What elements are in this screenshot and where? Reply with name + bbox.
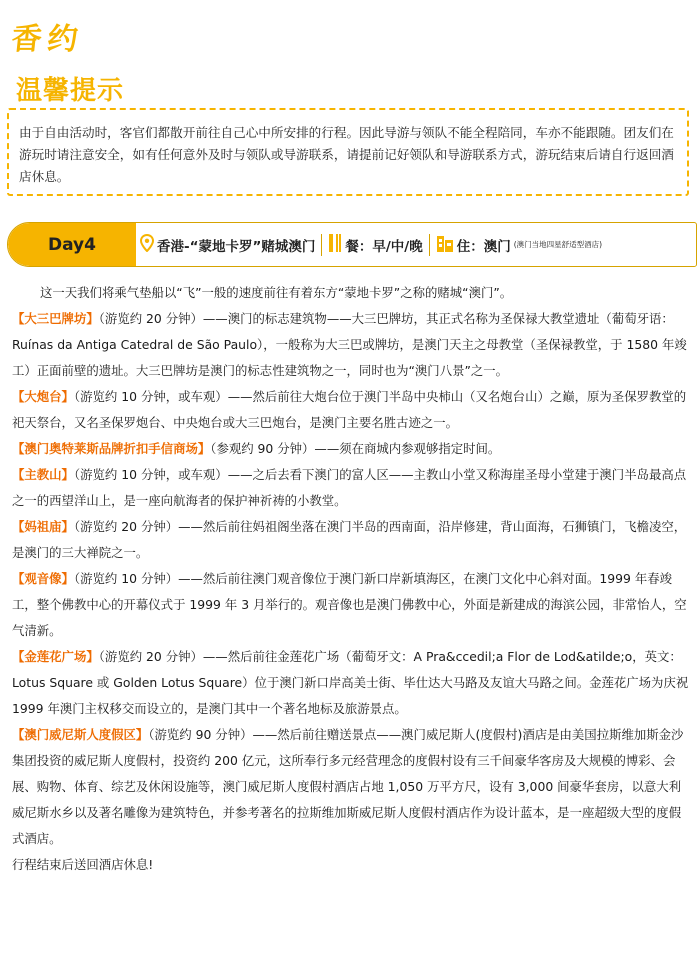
attraction-item (12, 644, 690, 722)
closing-note: 行程结束后送回酒店休息! (12, 857, 154, 872)
attraction-item (12, 722, 690, 852)
attraction-desc: （游览约 20 分钟）——然后前往金莲花广场（葡萄牙文：A Pra&ccedil;a Flor de Lod&atilde;o，英文：Lotus Square 或 Golden Lotus Square）位于澳门新口岸高美士街、毕仕达大马路及友谊大马路之间。金莲花广场为庆祝 1999 年澳门主权移交而设立的，是澳门其中一个著名地标及旅游景点。 (12, 649, 689, 716)
attraction-item (12, 566, 690, 644)
itinerary-content (12, 280, 690, 878)
attraction-item (12, 384, 690, 436)
attraction-desc: （游览约 90 分钟）——然后前往赠送景点——澳门威尼斯人(度假村)酒店是由美国拉斯维加斯金沙集团投资的威尼斯人度假村，投资约 200 亿元，这所奉行多元经营理念的度假村设有三千间豪华客房及大规模的博彩、会展、购物、体育、综艺及休闲设施等，澳门威尼斯人度假村酒店占地 1,050 万平方尺，设有 3,000 间豪华套房，以意大利威尼斯水乡以及著名雕像为建筑特色，并参考著名的拉斯维加斯威尼斯人度假村酒店作为设计蓝本，是一座超级大型的度假式酒店。 (12, 727, 684, 846)
intro-paragraph: 这一天我们将乘气垫船以“飞”一般的速度前往有着东方“蒙地卡罗”之称的赌城“澳门”。 (40, 285, 513, 300)
attraction-desc: （游览约 20 分钟）——澳门的标志建筑物——大三巴牌坊，其正式名称为圣保禄大教堂遗址（葡萄牙语：Ruínas da Antiga Catedral de São Paulo），一般称为大三巴或牌坊，是澳门天主之母教堂（圣保禄教堂，于 1580 年竣工）正面前壁的遗址。大三巴牌坊是澳门的标志性建筑物之一，同时也为“澳门八景”之一。 (12, 311, 687, 378)
day-label: Day4 (8, 223, 136, 266)
attraction-desc: （参观约 90 分钟）——须在商城内参观够指定时间。 (210, 441, 501, 456)
attraction-name: 【观音像】 (12, 571, 74, 586)
location-pin-icon (140, 234, 154, 256)
stay-note: (澳门当地四星舒适型酒店) (513, 240, 603, 249)
attraction-item (12, 306, 690, 384)
brand-logo: 香约 (9, 22, 86, 57)
attraction-name: 【妈祖庙】 (12, 519, 74, 534)
route-text: 香港-“蒙地卡罗”赌城澳门 (157, 238, 316, 255)
attraction-name: 【澳门威尼斯人度假区】 (12, 727, 149, 742)
attraction-desc: （游览约 10 分钟，或车观）——之后去看下澳门的富人区——主教山小堂又称海崖圣母小堂建于澳门半岛最高点之一的西望洋山上，是一座向航海者的保护神祈祷的小教堂。 (12, 467, 687, 508)
tips-text: 由于自由活动时，客官们都散开前往自己心中所安排的行程。因此导游与领队不能全程陪同，车亦不能跟随。团友们在游玩时请注意安全，如有任何意外及时与领队或导游联系，请提前记好领队和导游联系方式，游玩结束后请自行返回酒店休息。 (19, 125, 674, 184)
day-header-bar (7, 222, 697, 267)
stay-text: 住：澳门 (456, 238, 511, 255)
attraction-name: 【澳门奥特莱斯品牌折扣手信商场】 (12, 441, 211, 456)
attraction-name: 【主教山】 (12, 467, 74, 482)
meal-icon (328, 233, 342, 257)
attraction-desc: （游览约 10 分钟）——然后前往澳门观音像位于澳门新口岸新填海区，在澳门文化中心斜对面。1999 年春竣工，整个佛教中心的开幕仪式于 1999 年 3 月举行的。观音像也是澳门佛教中心，外面是新建成的海滨公园，非常怡人，空气清新。 (12, 571, 687, 638)
day-info (140, 223, 690, 266)
attraction-desc: （游览约 10 分钟，或车观）——然后前往大炮台位于澳门半岛中央柿山（又名炮台山）之巅，原为圣保罗教堂的祀天祭台，又名圣保罗炮台、中央炮台或大三巴炮台，是澳门主要名胜古迹之一。 (12, 389, 687, 430)
divider (321, 234, 322, 256)
attraction-desc: （游览约 20 分钟）——然后前往妈祖阁坐落在澳门半岛的西南面，沿岸修建，背山面海，石狮镇门，飞檐凌空，是澳门的三大禅院之一。 (12, 519, 687, 560)
divider (429, 234, 430, 256)
attraction-item (12, 514, 690, 566)
tips-box (7, 108, 689, 196)
attraction-item (12, 462, 690, 514)
hotel-icon (436, 233, 454, 257)
tips-title: 温馨提示 (16, 76, 125, 106)
attraction-name: 【大三巴牌坊】 (12, 311, 99, 326)
attraction-name: 【金莲花广场】 (12, 649, 99, 664)
attraction-name: 【大炮台】 (12, 389, 74, 404)
attraction-item (12, 436, 690, 462)
meals-text: 餐：早/中/晚 (345, 238, 423, 255)
